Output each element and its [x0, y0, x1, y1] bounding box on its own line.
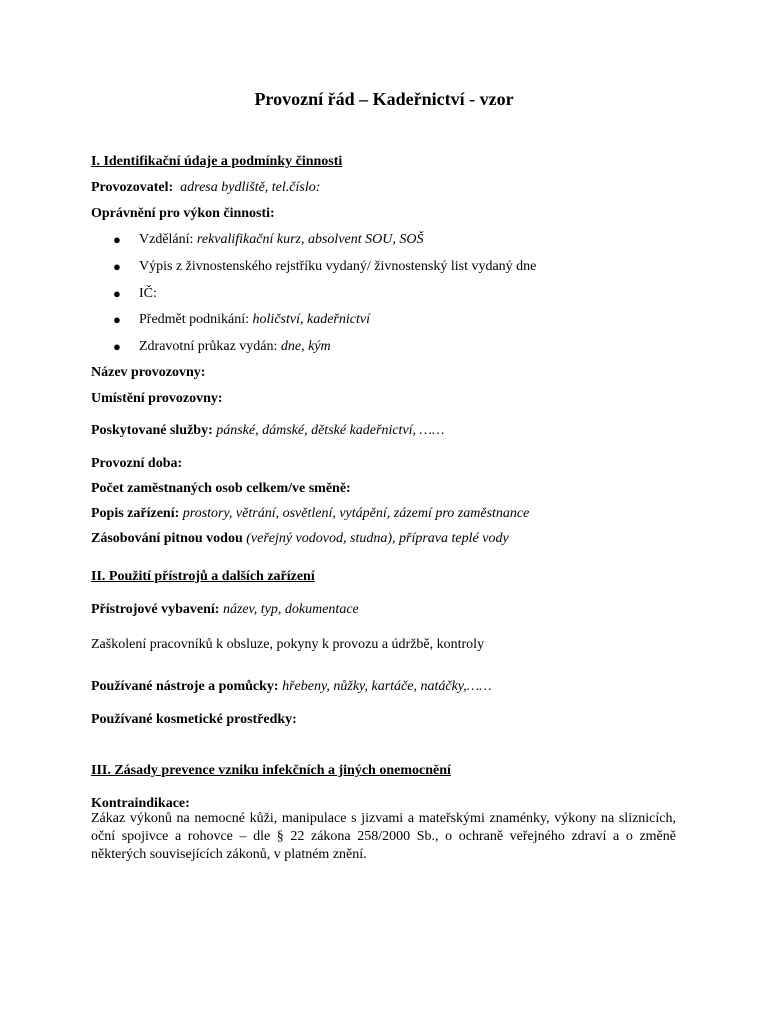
section-3-heading: III. Zásady prevence vzniku infekčních a jiných onemocnění [91, 763, 451, 778]
list-item-prukaz [139, 338, 331, 356]
list-item-vzdelani [139, 231, 423, 249]
sluzby-label: Poskytované služby: [91, 423, 213, 438]
popis-value: prostory, větrání, osvětlení, vytápění, zázemí pro zaměstnance [182, 506, 530, 521]
list-item-label: IČ: [139, 286, 157, 301]
nazev-label: Název provozovny: [91, 365, 206, 380]
opravneni-label: Oprávnění pro výkon činnosti: [91, 206, 275, 221]
bullet-icon: ● [113, 259, 121, 274]
list-item-value: holičství, kadeřnictví [252, 312, 370, 327]
sluzby-line [91, 422, 444, 440]
doba-label: Provozní doba: [91, 456, 183, 471]
provozovatel-value: adresa bydliště, tel.číslo: [180, 180, 321, 195]
list-item-label: Výpis z živnostenského rejstříku vydaný/ živnostenský list vydaný dne [139, 259, 537, 274]
kontraindikace-text: Zákaz výkonů na nemocné kůži, manipulace s jizvami a mateřskými znaménky, výkony na sliznicích, oční spojivce a rohovce – dle § 22 zákona 258/2000 Sb., o ochraně veřejného zdraví a o změně některých souvisejících zákonů, v platném znění. [91, 811, 676, 862]
pocet-label: Počet zaměstnaných osob celkem/ve směně: [91, 481, 351, 496]
skoleni-text: Zaškolení pracovníků k obsluze, pokyny k provozu a údržbě, kontroly [91, 637, 485, 652]
section-1-heading: I. Identifikační údaje a podmínky činnosti [91, 154, 343, 169]
pristroje-label: Přístrojové vybavení: [91, 602, 220, 617]
popis-line [91, 505, 529, 523]
list-item-vypis [139, 258, 536, 276]
provozovatel-line [91, 179, 320, 197]
document-title: Provozní řád – Kadeřnictví - vzor [254, 89, 514, 109]
list-item-label: Zdravotní průkaz vydán: [139, 339, 281, 354]
list-item-value: dne, kým [280, 339, 331, 354]
kontraindikace-label: Kontraindikace: [91, 796, 190, 811]
kosmetika-label: Používané kosmetické prostředky: [91, 712, 297, 727]
list-item-label: Vzdělání: [139, 232, 197, 247]
nastroje-line [91, 678, 492, 696]
bullet-icon: ● [113, 312, 121, 327]
popis-label: Popis zařízení: [91, 506, 180, 521]
voda-line [91, 530, 509, 548]
voda-value: (veřejný vodovod, studna), příprava teplé vody [246, 531, 509, 546]
sluzby-value: pánské, dámské, dětské kadeřnictví, …… [216, 423, 445, 438]
bullet-icon: ● [113, 339, 121, 354]
bullet-icon: ● [113, 232, 121, 247]
list-item-predmet [139, 311, 370, 329]
list-item-label: Předmět podnikání: [139, 312, 253, 327]
nastroje-label: Používané nástroje a pomůcky: [91, 679, 279, 694]
list-item-value: rekvalifikační kurz, absolvent SOU, SOŠ [196, 232, 424, 247]
umisteni-label: Umístění provozovny: [91, 391, 223, 406]
list-item-ic [139, 285, 157, 303]
pristroje-line [91, 601, 359, 619]
pristroje-value: název, typ, dokumentace [222, 602, 359, 617]
provozovatel-label: Provozovatel: [91, 180, 174, 195]
section-2-heading: II. Použití přístrojů a dalších zařízení [91, 569, 315, 584]
voda-label: Zásobování pitnou vodou [91, 531, 243, 546]
nastroje-value: hřebeny, nůžky, kartáče, natáčky,…… [282, 679, 492, 694]
bullet-icon: ● [113, 286, 121, 301]
